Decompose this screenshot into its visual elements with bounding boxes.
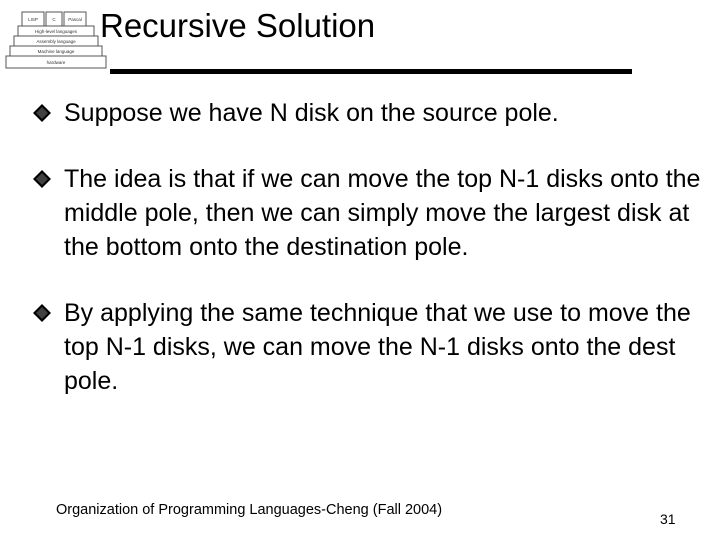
bullet-item [32,96,712,130]
diamond-bullet-icon [32,169,52,189]
title-underline [110,69,632,74]
svg-text:Pascal: Pascal [68,17,82,22]
bullet-text: Suppose we have N disk on the source pole. [64,99,559,127]
svg-text:Assembly language: Assembly language [36,39,76,44]
svg-text:C: C [52,17,56,22]
bullet-item [32,296,712,398]
footer-text: Organization of Programming Languages-Cheng (Fall 2004) [56,502,443,518]
bullet-item [32,162,712,264]
svg-text:LISP: LISP [28,17,38,22]
language-hierarchy-logo [4,4,110,70]
diamond-bullet-icon [32,303,52,323]
bullet-text: The idea is that if we can move the top N-1 disks onto the middle pole, then we can simply move the largest disk at the bottom onto the destination pole. [64,165,701,261]
bullet-list [32,96,712,430]
slide-title: Recursive Solution [100,7,376,44]
bullet-text: By applying the same technique that we use to move the top N-1 disks, we can move the N-1 disks onto the dest pole. [64,299,691,395]
page-number: 31 [660,511,676,527]
svg-text:High-level languages: High-level languages [34,29,78,34]
svg-text:hardware: hardware [46,60,66,65]
svg-text:Machine language: Machine language [37,49,75,54]
diamond-bullet-icon [32,103,52,123]
